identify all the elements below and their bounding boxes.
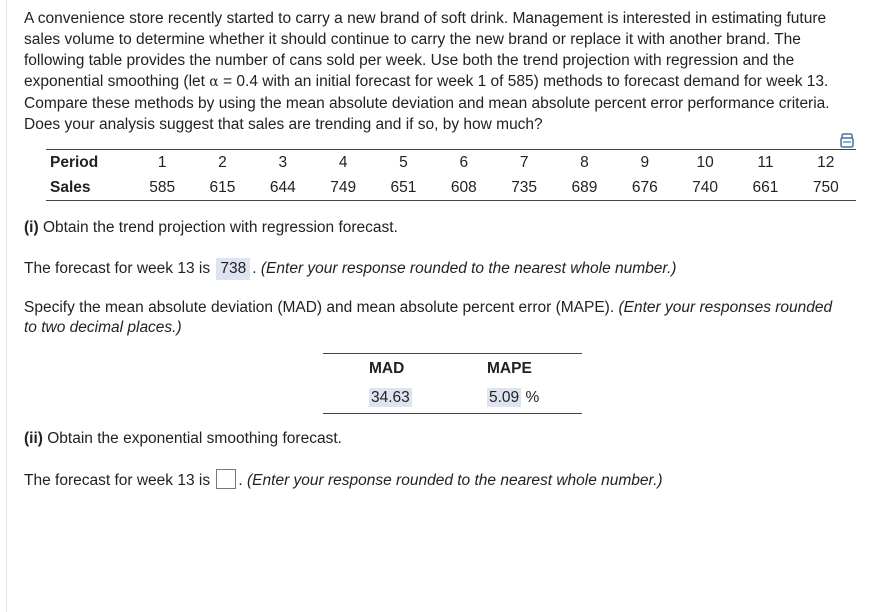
sales-cell: 735: [494, 175, 554, 201]
part2-forecast-input[interactable]: [216, 469, 236, 489]
part2-forecast-suffix: .: [238, 472, 248, 489]
sales-cell: 608: [434, 175, 494, 201]
sales-row: [46, 175, 856, 201]
question-line: following table provides the number of cans sold per week. Use both the trend projection with regression and the: [24, 52, 795, 69]
period-cell: 10: [675, 150, 735, 176]
period-cell: 9: [615, 150, 675, 176]
period-cell: 2: [192, 150, 252, 176]
mape-answer[interactable]: 5.09: [489, 389, 520, 406]
period-cell: 3: [253, 150, 313, 176]
part1-specify-hint: (Enter your responses rounded: [618, 299, 833, 316]
mad-mape-value-row: [323, 383, 582, 414]
part1-forecast-hint: (Enter your response rounded to the nearest whole number.): [260, 260, 677, 277]
part2-forecast-hint: (Enter your response rounded to the nearest whole number.): [247, 472, 663, 489]
sales-cell: 661: [735, 175, 795, 201]
part1-title-text: Obtain the trend projection with regression forecast.: [38, 219, 398, 236]
period-cell: 12: [796, 150, 856, 176]
copy-icon[interactable]: [838, 133, 856, 149]
period-cell: 11: [735, 150, 795, 176]
period-cell: 1: [132, 150, 192, 176]
part2-label: (ii): [24, 430, 43, 447]
period-cell: 4: [313, 150, 373, 176]
part2-forecast-line: [24, 469, 663, 491]
part1-forecast-suffix: .: [252, 260, 261, 277]
question-line: Compare these methods by using the mean absolute deviation and mean absolute percent error performance criteria.: [24, 95, 830, 112]
period-cell: 7: [494, 150, 554, 176]
part1-title: [24, 218, 398, 238]
mad-mape-table: [323, 353, 582, 414]
content-left-border: [6, 0, 7, 612]
part2-forecast-prefix: The forecast for week 13 is: [24, 472, 215, 489]
alpha-symbol: α: [209, 74, 219, 90]
question-line: A convenience store recently started to carry a new brand of soft drink. Management is interested in estimating future: [24, 10, 827, 27]
sales-cell: 749: [313, 175, 373, 201]
period-cell: 5: [373, 150, 433, 176]
mad-mape-header-row: [323, 354, 582, 384]
question-line: [24, 71, 876, 93]
part1-specify-line: [24, 298, 832, 318]
period-cell: 8: [554, 150, 614, 176]
mad-answer[interactable]: 34.63: [371, 389, 410, 406]
question-line: Does your analysis suggest that sales are trending and if so, by how much?: [24, 116, 543, 133]
part1-forecast-line: [24, 258, 676, 280]
mad-header: MAD: [323, 354, 463, 384]
sales-cell: 740: [675, 175, 735, 201]
part1-specify-text: Specify the mean absolute deviation (MAD) and mean absolute percent error (MAPE).: [24, 299, 619, 316]
period-row: [46, 150, 856, 176]
part1-specify-line-2: [24, 318, 182, 338]
sales-cell: 615: [192, 175, 252, 201]
part2-title: [24, 429, 342, 449]
question-text: [24, 8, 876, 135]
question-line-part: = 0.4 with an initial forecast for week 1 of 585) methods to forecast demand for week 13.: [218, 73, 829, 90]
question-line-part: exponential smoothing (let: [24, 73, 210, 90]
sales-cell: 689: [554, 175, 614, 201]
part2-title-text: Obtain the exponential smoothing forecast.: [42, 430, 342, 447]
mad-cell: [323, 383, 463, 414]
sales-cell: 750: [796, 175, 856, 201]
sales-cell: 644: [253, 175, 313, 201]
mape-header: MAPE: [463, 354, 582, 384]
question-line: sales volume to determine whether it should continue to carry the new brand or replace it with another brand. The: [24, 31, 801, 48]
mape-cell: [463, 383, 582, 414]
part1-forecast-prefix: The forecast for week 13 is: [24, 260, 215, 277]
sales-cell: 676: [615, 175, 675, 201]
part1-specify-hint-2: to two decimal places.): [24, 319, 182, 336]
sales-data-table: [46, 149, 856, 201]
period-header: Period: [46, 150, 132, 176]
sales-cell: 585: [132, 175, 192, 201]
part1-label: (i): [24, 219, 39, 236]
sales-header: Sales: [46, 175, 132, 201]
part1-forecast-answer[interactable]: 738: [216, 258, 250, 280]
period-cell: 6: [434, 150, 494, 176]
mape-unit: %: [521, 389, 540, 406]
sales-cell: 651: [373, 175, 433, 201]
